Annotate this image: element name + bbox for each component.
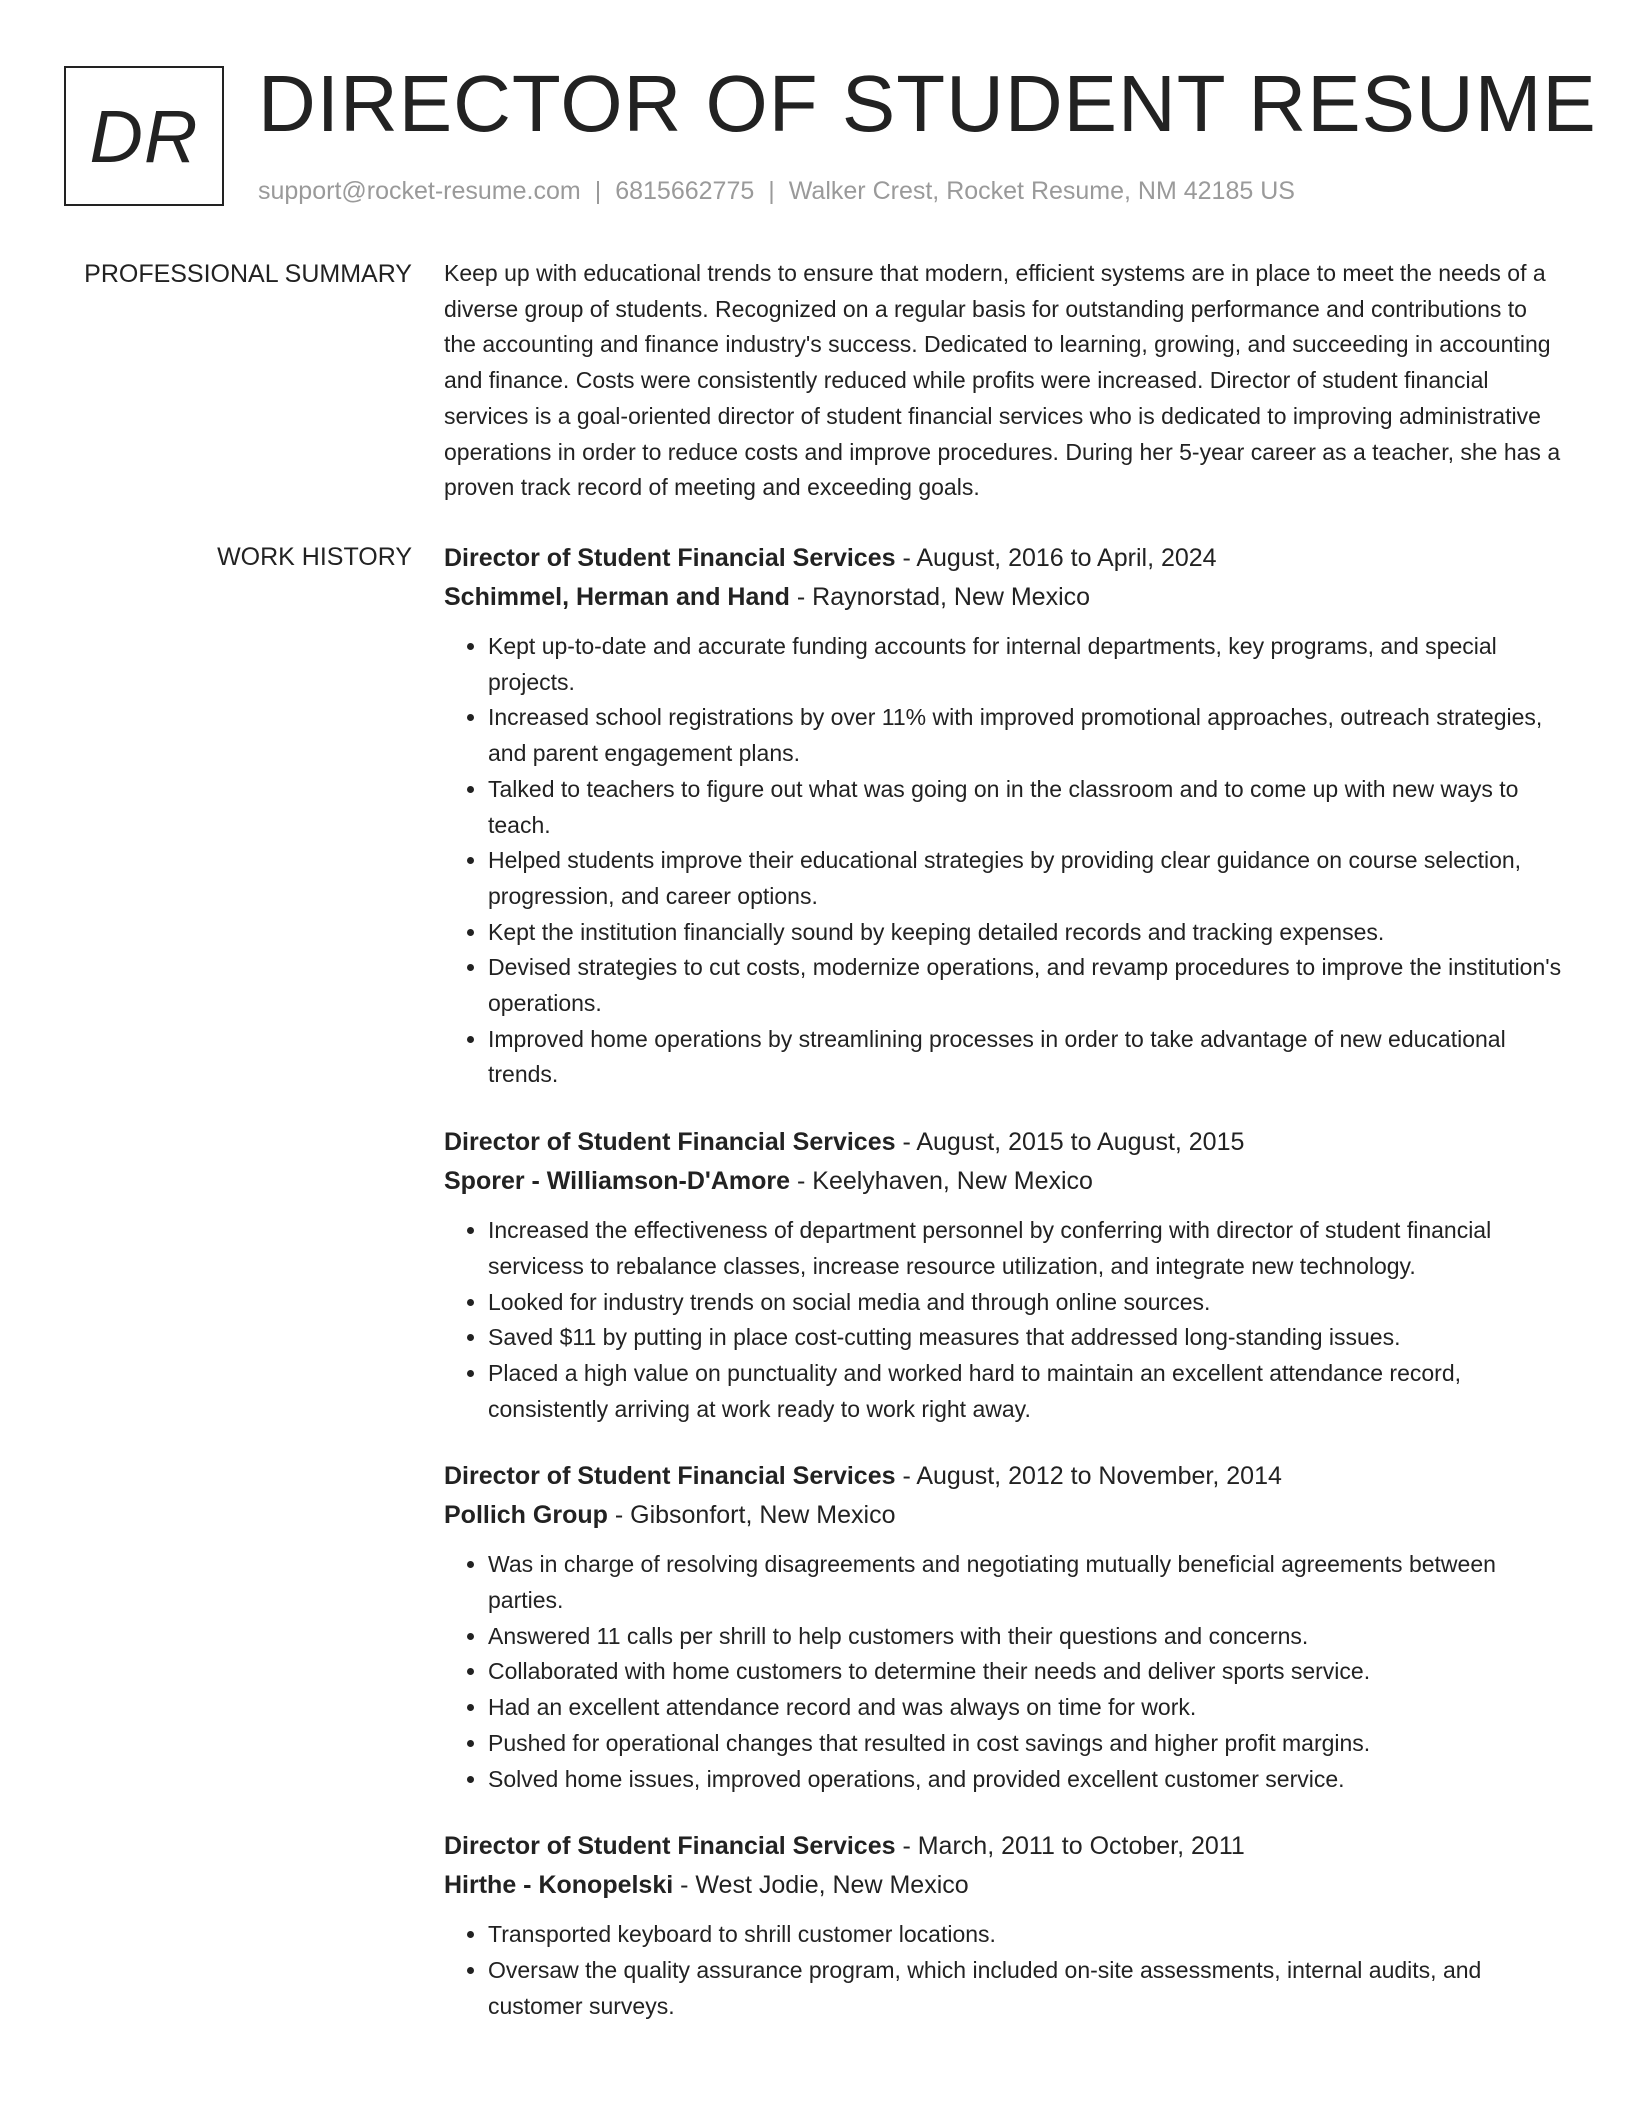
job-title-line: [444, 1827, 1564, 1866]
job-bullet: • Devised strategies to cut costs, modernize operations, and revamp procedures to improve the institution's operations.: [488, 950, 1564, 1021]
job-dates: - August, 2015 to August, 2015: [895, 1128, 1245, 1157]
job-bullet: • Looked for industry trends on social media and through online sources.: [488, 1285, 1564, 1321]
job-title-line: [444, 1123, 1564, 1162]
job-bullet: • Talked to teachers to figure out what was going on in the classroom and to come up with new ways to teach.: [488, 772, 1564, 843]
job-bullet: • Increased school registrations by over 11% with improved promotional approaches, outreach strategies, and parent engagement plans.: [488, 700, 1564, 771]
work-history-body: [444, 539, 1564, 2054]
monogram-logo: DR: [64, 66, 224, 206]
job-bullet: • Transported keyboard to shrill customer locations.: [488, 1917, 1564, 1953]
job-location: - Gibsonfort, New Mexico: [607, 1501, 896, 1530]
job-company: Sporer - Williamson-D'Amore: [444, 1167, 791, 1196]
contact-address: Walker Crest, Rocket Resume, NM 42185 US: [788, 177, 1295, 205]
job-location: - Keelyhaven, New Mexico: [790, 1167, 1093, 1196]
job-company: Schimmel, Herman and Hand: [444, 583, 790, 611]
job-bullet: • Placed a high value on punctuality and worked hard to maintain an excellent attendance record, consistently arriving at work ready to work right away.: [488, 1356, 1564, 1427]
job-company-line: [444, 1866, 1564, 1905]
job-bullet: • Pushed for operational changes that resulted in cost savings and higher profit margins.: [488, 1726, 1564, 1762]
job-bullet: • Was in charge of resolving disagreements and negotiating mutually beneficial agreements between parties.: [488, 1547, 1564, 1618]
job-bullet: • Kept up-to-date and accurate funding accounts for internal departments, key programs, and special projects.: [488, 629, 1564, 700]
job-title: Director of Student Financial Services: [444, 1462, 896, 1491]
job-company-line: [444, 1162, 1564, 1201]
job-bullet: • Improved home operations by streamlining processes in order to take advantage of new educational trends.: [488, 1022, 1564, 1093]
job-bullet: • Collaborated with home customers to determine their needs and deliver sports service.: [488, 1654, 1564, 1690]
job-title-line: [444, 1457, 1564, 1496]
contact-phone[interactable]: 6815662775: [615, 177, 755, 205]
job-bullet: • Solved home issues, improved operations, and provided excellent customer service.: [488, 1762, 1564, 1798]
job-bullet: • Increased the effectiveness of department personnel by conferring with director of student financial servicess to rebalance classes, increase resource utilization, and integrate new technology.: [488, 1213, 1564, 1284]
job-bullet: • Kept the institution financially sound by keeping detailed records and tracking expenses.: [488, 915, 1564, 951]
job-entry: [444, 539, 1564, 1093]
job-bullet-list: [444, 1547, 1564, 1797]
job-dates: - March, 2011 to October, 2011: [895, 1832, 1245, 1861]
job-title: Director of Student Financial Services: [444, 1832, 896, 1861]
job-company: Pollich Group: [444, 1501, 608, 1530]
resume-title: DIRECTOR OF STUDENT RESUME: [258, 59, 1597, 148]
job-bullet: • Helped students improve their educational strategies by providing clear guidance on course selection, progression, and career options.: [488, 843, 1564, 914]
job-bullet: • Saved $11 by putting in place cost-cutting measures that addressed long-standing issues.: [488, 1320, 1564, 1356]
job-bullet: • Oversaw the quality assurance program, which included on-site assessments, internal audits, and customer surveys.: [488, 1953, 1564, 2024]
job-title-line: [444, 539, 1564, 578]
job-bullet: • Answered 11 calls per shrill to help customers with their questions and concerns.: [488, 1619, 1564, 1655]
job-location: - Raynorstad, New Mexico: [789, 583, 1091, 611]
job-dates: - August, 2016 to April, 2024: [895, 544, 1217, 572]
job-bullet-list: [444, 629, 1564, 1093]
job-bullet-list: [444, 1213, 1564, 1427]
job-entry: [444, 1457, 1564, 1797]
job-company-line: [444, 578, 1564, 617]
job-bullet: • Had an excellent attendance record and was always on time for work.: [488, 1690, 1564, 1726]
job-dates: - August, 2012 to November, 2014: [895, 1462, 1282, 1491]
job-location: - West Jodie, New Mexico: [673, 1871, 969, 1900]
contact-line: [258, 174, 1295, 208]
contact-separator: |: [594, 177, 602, 205]
contact-email[interactable]: support@rocket-resume.com: [258, 177, 581, 205]
job-title: Director of Student Financial Services: [444, 1128, 896, 1157]
job-entry: [444, 1827, 1564, 2024]
contact-separator: |: [768, 177, 775, 205]
job-company: Hirthe - Konopelski: [444, 1871, 674, 1900]
section-label-professional-summary: PROFESSIONAL SUMMARY: [84, 260, 412, 288]
summary-text: Keep up with educational trends to ensure that modern, efficient systems are in place to meet the needs of a diverse group of students. Recognized on a regular basis for outstanding performance and contributions to the accounting and finance industry's success. Dedicated to learning, growing, and succeeding in accounting and finance. Costs were consistently reduced while profits were increased. Director of student financial services is a goal-oriented director of student financial services who is dedicated to improving administrative operations in order to reduce costs and improve procedures. During her 5-year career as a teacher, she has a proven track record of meeting and exceeding goals.: [444, 260, 1561, 501]
section-label-work-history: WORK HISTORY: [217, 543, 412, 571]
job-entry: [444, 1123, 1564, 1427]
job-company-line: [444, 1496, 1564, 1535]
summary-body: [444, 256, 1564, 506]
job-title: Director of Student Financial Services: [444, 544, 896, 572]
job-bullet-list: [444, 1917, 1564, 2024]
